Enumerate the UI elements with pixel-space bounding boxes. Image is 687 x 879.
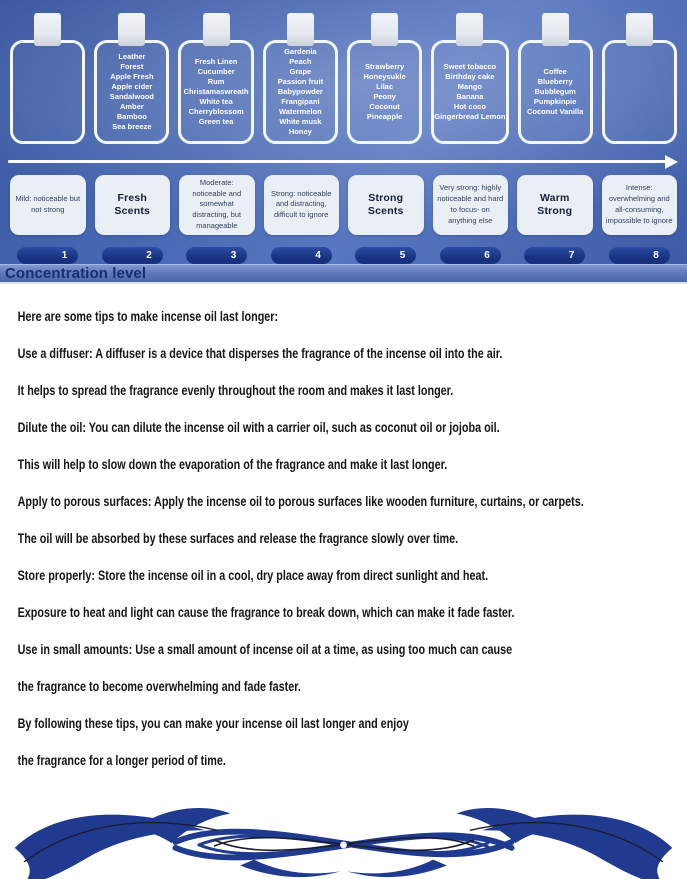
tip-line: This will help to slow down the evaporation of the fragrance and make it last longer. (17, 457, 448, 472)
scent-list (521, 67, 590, 116)
scent-name: Honey (288, 126, 312, 136)
scent-name: Sea breeze (112, 121, 152, 131)
bottle-body (431, 40, 508, 144)
tips-section (0, 284, 687, 789)
scent-bottle-8 (602, 13, 677, 144)
scent-name: Christamaswreath (183, 87, 249, 97)
scent-name: Amber (119, 101, 144, 111)
scale-card-4: Strong: noticeable and distracting, difficult to ignore (264, 175, 340, 235)
scent-list (181, 57, 250, 126)
level-number: 7 (568, 250, 575, 261)
tribal-flourish-graphic (0, 791, 687, 879)
tip-line: the fragrance for a longer period of time. (17, 753, 226, 768)
scent-name: Coconut (369, 101, 400, 111)
scent-bottle-6 (431, 13, 508, 144)
scent-name: Pineapple (366, 111, 403, 121)
scent-name: Peony (373, 92, 396, 101)
level-pill-4 (271, 247, 332, 264)
scent-concentration-infographic (0, 0, 687, 284)
scent-name: Cherryblossom (188, 106, 244, 116)
tip-line: the fragrance to become overwhelming and fade faster. (17, 679, 301, 694)
scent-name: Banana (456, 92, 484, 101)
level-number: 1 (61, 250, 68, 261)
scent-name: Watermelon (279, 106, 322, 116)
scent-name: Green tea (198, 116, 234, 126)
scent-name: Bubblegum (534, 87, 576, 97)
tip-line: It helps to spread the fragrance evenly throughout the room and makes it last longer. (17, 383, 454, 398)
level-number: 4 (315, 250, 321, 261)
scent-name: Pumpkinpie (533, 96, 577, 106)
scale-card-5: Strong Scents (348, 175, 424, 235)
scent-name: Mango (457, 82, 482, 92)
scent-name: Grape (289, 67, 312, 77)
bottle-body (178, 40, 253, 144)
scent-name: Sandalwood (109, 92, 154, 101)
tip-line: Use in small amounts: Use a small amount of incense oil at a time, as using too much can cause (17, 642, 513, 657)
level-pill-3 (186, 247, 247, 264)
bottle-body (602, 40, 677, 144)
tip-line: By following these tips, you can make your incense oil last longer and enjoy (17, 716, 409, 731)
scale-card-6: Very strong: highly noticeable and hard to focus- on anything else (433, 175, 509, 235)
level-number: 5 (399, 250, 406, 261)
bottle-cap-icon (371, 13, 398, 46)
tip-line: Here are some tips to make incense oil last longer: (17, 309, 279, 324)
scent-list (350, 62, 419, 121)
scent-bottle-2 (94, 13, 169, 144)
bottle-cap-icon (456, 13, 483, 46)
scent-bottle-3 (178, 13, 253, 144)
scale-card-7: Warm Strong (517, 175, 593, 235)
scent-bottle-5 (347, 13, 422, 144)
scent-name: Coconut Vanilla (526, 106, 584, 116)
level-pill-2 (102, 247, 163, 264)
scent-name: Forest (120, 62, 144, 72)
bottle-cap-icon (626, 13, 653, 46)
tip-line: Exposure to heat and light can cause the fragrance to break down, which can make it fade faster. (17, 605, 515, 620)
scale-card-2: Fresh Scents (95, 175, 171, 235)
scent-name: Rum (207, 77, 225, 87)
scent-name: Gardenia (284, 47, 317, 57)
level-pill-1 (17, 247, 78, 264)
bottles-row (0, 13, 687, 144)
tip-line: Store properly: Store the incense oil in a cool, dry place away from direct sunlight and heat. (17, 568, 489, 583)
scent-name: Strawberry (365, 62, 405, 72)
level-number: 6 (484, 250, 490, 261)
scent-name: White musk (279, 116, 322, 126)
scent-name: Babypowder (277, 87, 323, 97)
arrow-line (8, 160, 666, 163)
tips-text (0, 284, 687, 769)
bottle-body (518, 40, 593, 144)
scent-name: Passion fruit (277, 77, 324, 87)
level-pill-8 (609, 247, 670, 264)
scent-name: Coffee (543, 67, 567, 77)
tip-line: Use a diffuser: A diffuser is a device that disperses the fragrance of the incense oil into the air. (17, 346, 503, 361)
scent-name: White tea (199, 96, 233, 106)
tip-line: Apply to porous surfaces: Apply the incense oil to porous surfaces like wooden furniture, curtains, or carpets. (17, 494, 584, 509)
scent-name: Cucumber (197, 67, 235, 77)
scent-list (97, 52, 166, 131)
scent-bottle-1 (10, 13, 85, 144)
scent-list (434, 62, 505, 121)
scent-name: Apple Fresh (110, 72, 154, 82)
level-number: 8 (653, 250, 659, 261)
bottle-body (94, 40, 169, 144)
scent-name: Gingerbread Lemon (434, 111, 506, 121)
bottle-body (347, 40, 422, 144)
concentration-level-label: Concentration level (5, 265, 147, 282)
scale-card-8: Intense: overwhelming and all-consuming, impossible to ignore (602, 175, 678, 235)
scent-name: Sweet tobacco (443, 62, 497, 72)
scent-name: Lilac (376, 82, 394, 92)
level-number: 3 (230, 250, 237, 261)
scent-name: Peach (289, 57, 312, 67)
bottle-cap-icon (34, 13, 61, 46)
scent-name: Apple cider (111, 82, 153, 92)
arrow-head-icon (665, 155, 678, 169)
bottle-body (10, 40, 85, 144)
scent-name: Hot coco (453, 101, 486, 111)
level-number: 2 (146, 250, 152, 261)
scent-name: Blueberry (537, 77, 573, 87)
scent-name: Birthday cake (445, 72, 495, 82)
level-pill-5 (355, 247, 416, 264)
level-pill-7 (524, 247, 585, 264)
bottle-cap-icon (542, 13, 569, 46)
scent-name: Leather (118, 52, 146, 62)
bottle-cap-icon (203, 13, 230, 46)
scent-name: Honeysukle (363, 72, 406, 82)
scent-bottle-4 (263, 13, 338, 144)
scale-cards-row (0, 175, 687, 235)
bottle-body (263, 40, 338, 144)
scent-name: Fresh Linen (194, 57, 238, 67)
level-pill-6 (440, 247, 501, 264)
scent-list (266, 47, 335, 136)
scale-card-1: Mild: noticeable but not strong (10, 175, 86, 235)
scale-card-3: Moderate: noticeable and somewhat distracting, but manageable (179, 175, 255, 235)
tip-line: Dilute the oil: You can dilute the incense oil with a carrier oil, such as coconut oil or jojoba oil. (17, 420, 500, 435)
tip-line: The oil will be absorbed by these surfaces and release the fragrance slowly over time. (17, 531, 459, 546)
bottle-cap-icon (287, 13, 314, 46)
scent-bottle-7 (518, 13, 593, 144)
scent-name: Bamboo (116, 111, 147, 121)
scent-name: Frangipani (281, 96, 320, 106)
level-pills-row (0, 247, 687, 264)
scale-arrow (8, 155, 678, 165)
axis-label-strip (0, 264, 687, 282)
bottle-cap-icon (118, 13, 145, 46)
